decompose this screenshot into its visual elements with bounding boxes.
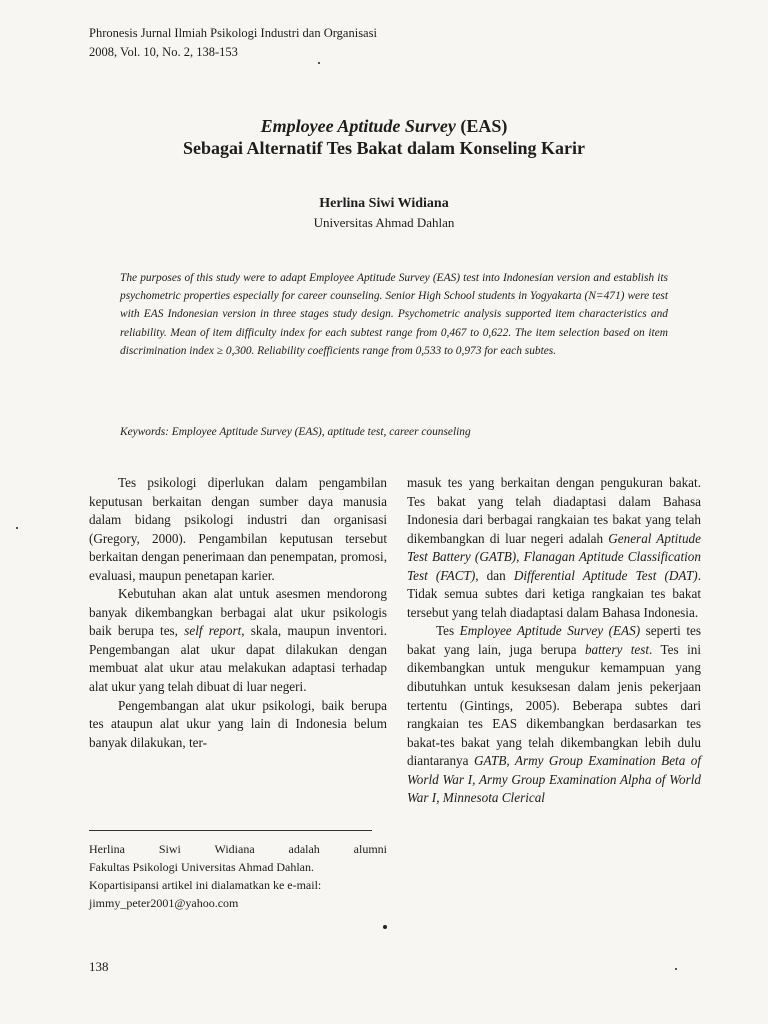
scan-speck (675, 968, 677, 970)
title-italic: Employee Aptitude Survey (260, 116, 456, 136)
footnote-line: Herlina Siwi Widiana adalah alumni (89, 842, 387, 856)
title-acronym: (EAS) (455, 116, 508, 136)
paragraph: Tes psikologi diperlukan dalam pengambilan keputusan berkaitan dengan sumber daya manusia dalam bidang psikologi industri dan organisasi (Gregory, 2000). Pengambilan keputusan tersebut berkaitan dengan penerimaan dan penempatan, promosi, evaluasi, maupun penetapan karier. (89, 475, 387, 583)
paragraph: Tes Employee Aptitude Survey (EAS) seperti tes bakat yang lain, juga berupa battery test. Tes ini dikembangkan untuk mengukur kemampuan yang dibutuhkan untuk kesuksesan dalam jenis pekerjaan tertentu (Gintings, 2005). Beberapa subtes dari rangkaian tes EAS dikembangkan berdasarkan tes bakat-tes bakat yang telah dikembangkan lebih dulu diantaranya GATB, Army Group Examination Beta of World War I, Army Group Examination Alpha of World War I, Minnesota Clerical (407, 623, 701, 806)
body-column-right (407, 474, 701, 808)
title-main (0, 115, 768, 137)
abstract: The purposes of this study were to adapt Employee Aptitude Survey (EAS) test into Indonesian version and establish its psychometric properties especially for career counseling. Senior High School students in Yogyakarta (N=471) were test with EAS Indonesian version in three stages study design. Psychometric analysis supported item characteristics and reliability. Mean of item difficulty index for each subtest range from 0,467 to 0,622. The item selection based on item discrimination index ≥ 0,300. Reliability coefficients range from 0,533 to 0,973 for each subtes. (120, 272, 668, 357)
author-name: Herlina Siwi Widiana (319, 196, 449, 211)
journal-name: Phronesis Jurnal Ilmiah Psikologi Industri dan Organisasi (89, 26, 377, 40)
body-column-left (89, 474, 387, 752)
title-subtitle: Sebagai Alternatif Tes Bakat dalam Konseling Karir (182, 138, 586, 158)
paragraph: Pengembangan alat ukur psikologi, baik berupa tes ataupun alat ukur yang lain di Indonesia belum banyak dilakukan, ter- (89, 697, 387, 750)
author-block (0, 194, 768, 232)
footnote-line: Kopartisipansi artikel ini dialamatkan ke e-mail: (89, 878, 322, 892)
author-affiliation: Universitas Ahmad Dahlan (313, 215, 455, 230)
scan-speck (318, 62, 320, 64)
footnote (89, 840, 387, 912)
footnote-email: jimmy_peter2001@yahoo.com (89, 896, 239, 910)
keywords: Keywords: Employee Aptitude Survey (EAS), aptitude test, career counseling (120, 426, 471, 438)
running-head (89, 24, 377, 62)
article-title (0, 115, 768, 159)
footnote-line: Fakultas Psikologi Universitas Ahmad Dahlan. (89, 860, 314, 874)
journal-issue: 2008, Vol. 10, No. 2, 138-153 (89, 45, 238, 59)
page-number: 138 (89, 959, 109, 974)
scan-speck (16, 527, 18, 529)
paragraph: masuk tes yang berkaitan dengan pengukuran bakat. Tes bakat yang telah diadaptasi dalam Bahasa Indonesia dari berbagai rangkaian tes bakat yang telah dikembangkan di luar negeri adalah General Aptitude Test Battery (GATB), Flanagan Aptitude Classification Test (FACT), dan Differential Aptitude Test (DAT). Tidak semua subtes dari ketiga rangkaian tes bakat tersebut yang telah diadaptasi dalam Bahasa Indonesia. (407, 475, 701, 620)
scan-speck (383, 925, 387, 929)
footnote-divider (89, 830, 372, 831)
paragraph: Kebutuhan akan alat untuk asesmen mendorong banyak dikembangkan berbagai alat ukur psikologis baik berupa tes, self report, skala, maupun inventori. Pengembangan alat ukur dapat dilakukan dengan membuat alat ukur atau melakukan adaptasi terhadap alat ukur yang telah dibuat di luar negeri. (89, 586, 388, 695)
